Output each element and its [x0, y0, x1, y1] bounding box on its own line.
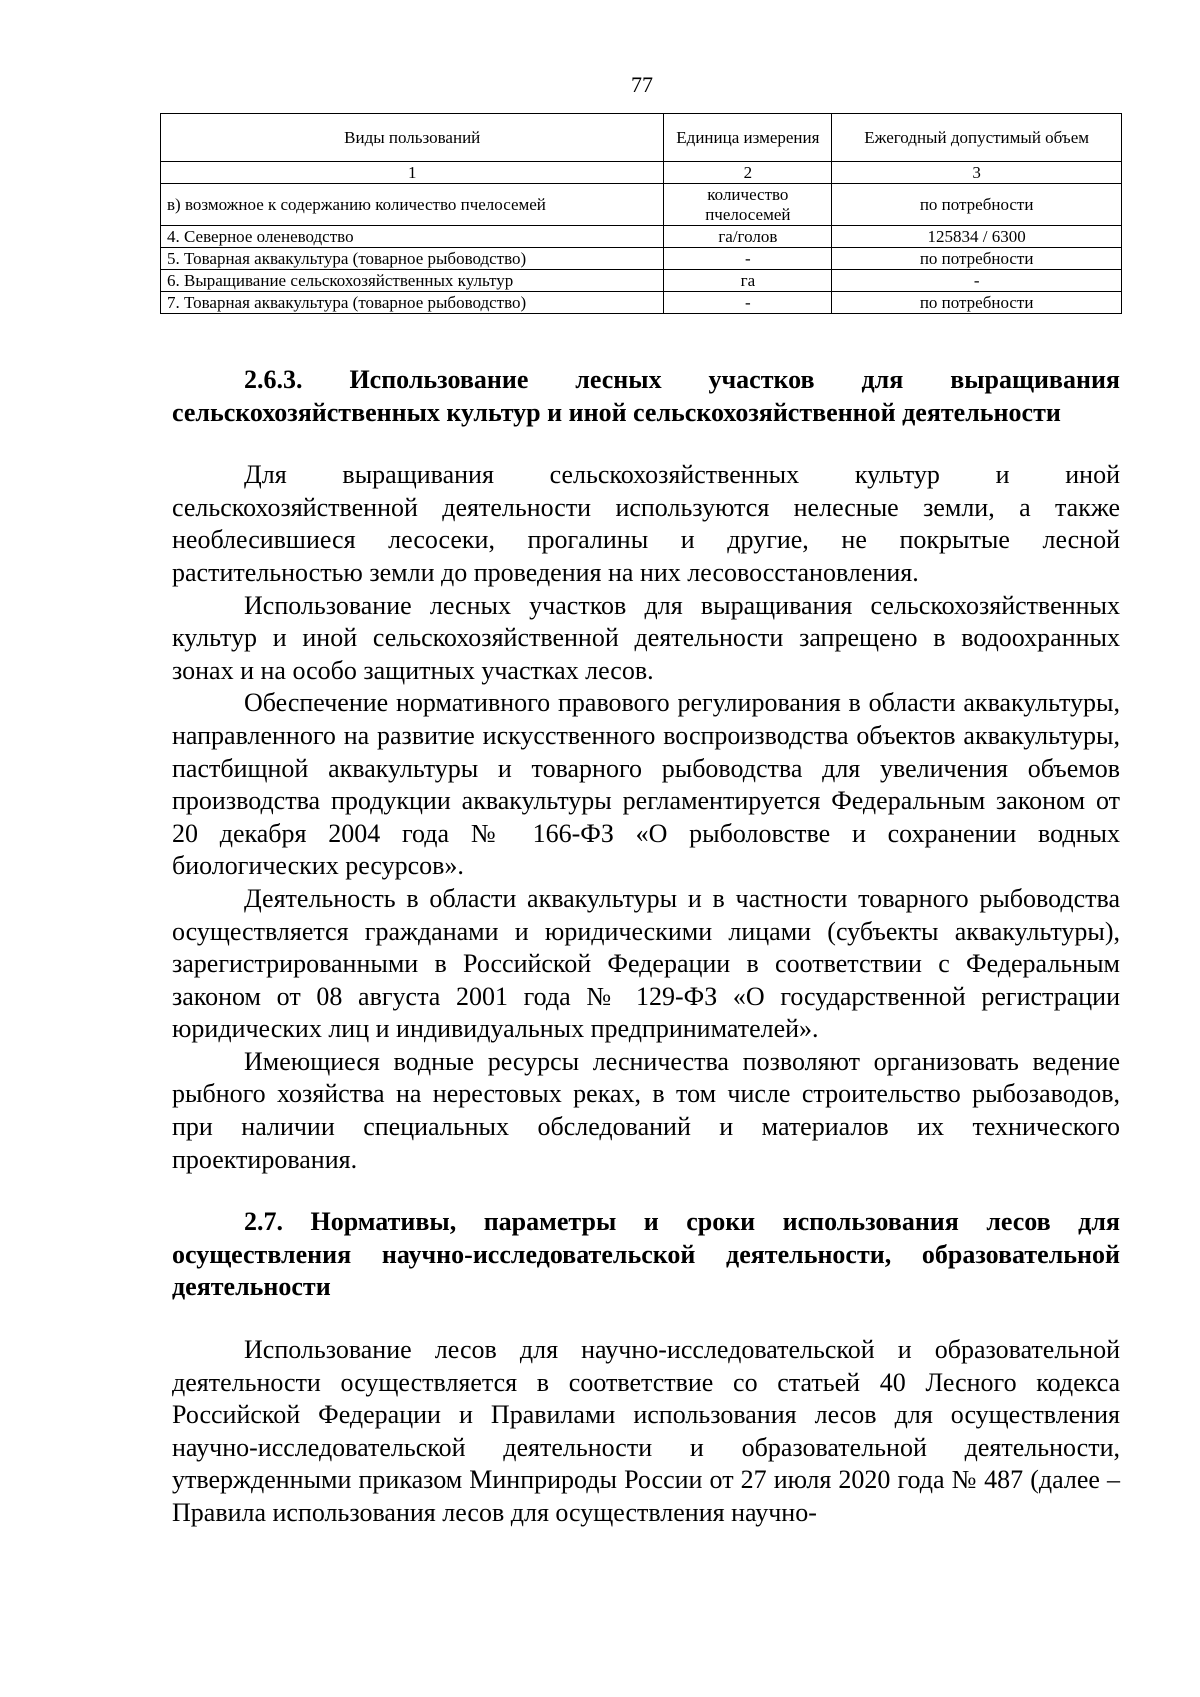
table-row: [161, 184, 1122, 226]
table-cell: 125834 / 6300: [832, 226, 1122, 248]
table-cell: 4. Северное оленеводство: [161, 226, 664, 248]
table-header-cell: Единица измерения: [664, 114, 832, 162]
paragraph: Использование лесов для научно-исследовательской и образовательной деятельности осуществляется в соответствие со статьей 40 Лесного кодекса Российской Федерации и Правилами использования лесов для осуществления научно-исследовательской деятельности и образовательной деятельности, утвержденными приказом Минприроды России от 27 июля 2020 года № 487 (далее – Правила использования лесов для осуществления научно-: [172, 1335, 1120, 1527]
table-column-number-row: [161, 162, 1122, 184]
table-column-number: 1: [161, 162, 664, 184]
page-number: 77: [631, 72, 653, 97]
forest-use-table: [160, 113, 1122, 314]
table-column-number: 2: [664, 162, 832, 184]
table-cell: -: [832, 270, 1122, 292]
paragraph: Обеспечение нормативного правового регулирования в области аквакультуры, направленного на развитие искусственного воспроизводства объектов аквакультуры, пастбищной аквакультуры и товарного рыбоводства для увеличения объемов производства продукции аквакультуры регламентируется Федеральным законом от 20 декабря 2004 года № 166-ФЗ «О рыболовстве и сохранении водных биологических ресурсов».: [172, 688, 1120, 881]
paragraph: Использование лесных участков для выращивания сельскохозяйственных культур и иной сельскохозяйственной деятельности запрещено в водоохранных зонах и на особо защитных участках лесов.: [172, 590, 1120, 685]
table-cell: -: [664, 248, 832, 270]
table-cell: по потребности: [832, 184, 1122, 226]
table-cell: -: [664, 292, 832, 314]
table-header-row: [161, 114, 1122, 162]
table-cell: количество пчелосемей: [664, 184, 832, 226]
table-cell: в) возможное к содержанию количество пчелосемей: [161, 184, 664, 226]
table-cell: 7. Товарная аквакультура (товарное рыбоводство): [161, 292, 664, 314]
table-cell: га: [664, 270, 832, 292]
document-body: [172, 364, 1120, 1530]
table-row: [161, 248, 1122, 270]
paragraph: Для выращивания сельскохозяйственных культур и иной сельскохозяйственной деятельности используются нелесные земли, а также необлесившиеся лесосеки, прогалины и другие, не покрытые лесной растительностью земли до проведения на них лесовосстановления.: [172, 460, 1120, 587]
table-cell: 6. Выращивание сельскохозяйственных культур: [161, 270, 664, 292]
table-row: [161, 226, 1122, 248]
table-cell: по потребности: [832, 292, 1122, 314]
table-column-number: 3: [832, 162, 1122, 184]
section-heading-2-6-3: 2.6.3. Использование лесных участков для выращивания сельскохозяйственных культур и иной сельскохозяйственной деятельности: [172, 365, 1120, 427]
table-header-cell: Ежегодный допустимый объем: [832, 114, 1122, 162]
table-cell: га/голов: [664, 226, 832, 248]
table-cell: 5. Товарная аквакультура (товарное рыбоводство): [161, 248, 664, 270]
paragraph: Деятельность в области аквакультуры и в частности товарного рыбоводства осуществляется гражданами и юридическими лицами (субъекты аквакультуры), зарегистрированными в Российской Федерации в соответствии с Федеральным законом от 08 августа 2001 года № 129-ФЗ «О государственной регистрации юридических лиц и индивидуальных предпринимателей».: [172, 883, 1120, 1044]
table-row: [161, 292, 1122, 314]
table-cell: по потребности: [832, 248, 1122, 270]
paragraph: Имеющиеся водные ресурсы лесничества позволяют организовать ведение рыбного хозяйства на нерестовых реках, в том числе строительство рыбозаводов, при наличии специальных обследований и материалов их технического проектирования.: [172, 1046, 1120, 1174]
section-heading-2-7: 2.7. Нормативы, параметры и сроки использования лесов для осуществления научно-исследовательской деятельности, образовательной деятельности: [172, 1207, 1120, 1302]
table-header-cell: Виды пользований: [161, 114, 664, 162]
table-row: [161, 270, 1122, 292]
